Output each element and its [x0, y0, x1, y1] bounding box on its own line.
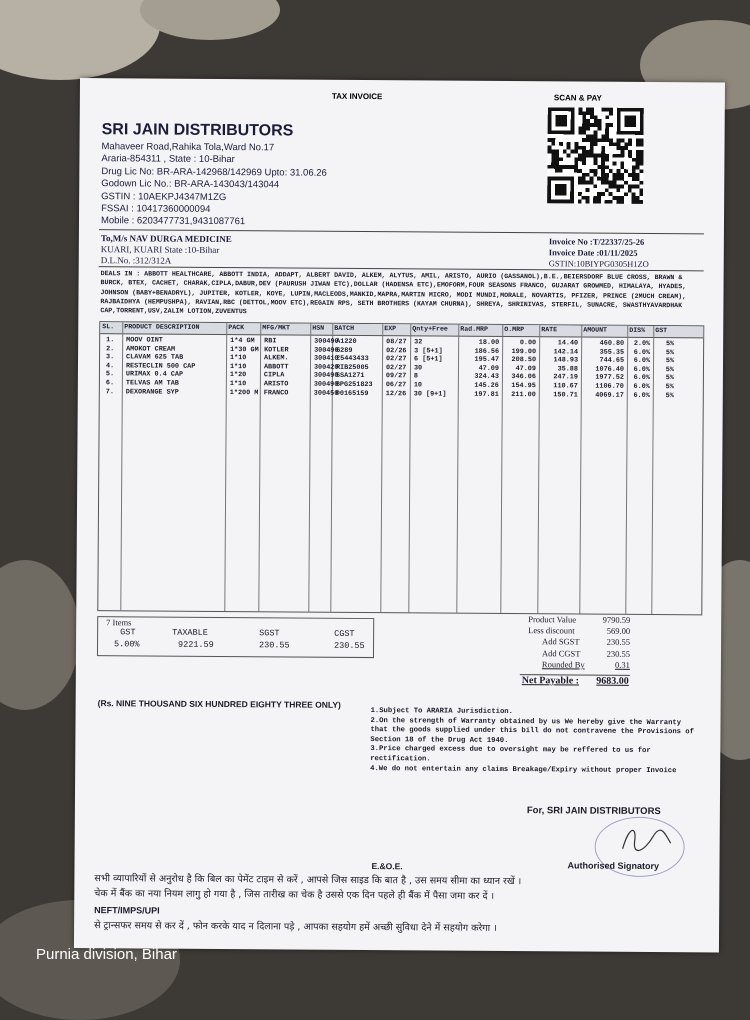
- table-cell: 1076.40: [595, 365, 625, 374]
- table-cell: 211.00: [511, 390, 536, 399]
- company-mobile: Mobile : 6203477731,9431087761: [100, 215, 246, 228]
- eoe-text: E.&O.E.: [371, 861, 403, 872]
- table-header: [100, 322, 703, 338]
- qr-code-icon: [547, 107, 644, 204]
- total-value: 0.31: [615, 659, 630, 670]
- table-cell: 6.0%: [633, 357, 651, 366]
- table-cell: 186.56: [474, 347, 500, 356]
- table-cell: 8: [413, 372, 419, 381]
- table-cell: ABBOTT: [263, 363, 289, 372]
- buyer-dl: D.L.No. :312/312A: [100, 255, 172, 266]
- company-address: Mahaveer Road,Rahika Tola,Ward No.17: [101, 141, 275, 154]
- table-cell: 6.: [105, 379, 115, 388]
- table-cell: 25443433: [336, 354, 369, 364]
- table-cell: G289: [336, 346, 353, 355]
- table-cell: 195.47: [474, 355, 500, 365]
- net-payable-label: Net Payable :: [521, 675, 580, 687]
- table-cell: 300490: [314, 346, 339, 355]
- totals-block: [80, 78, 725, 83]
- table-cell: 150.71: [553, 390, 578, 400]
- godown-licence: Godown Lic No.: BR-ARA-143043/143044: [101, 178, 280, 191]
- table-cell: 6.0%: [633, 382, 650, 391]
- total-value: 569.00: [606, 625, 631, 637]
- table-cell: 5%: [665, 391, 674, 400]
- table-cell: 324.43: [474, 373, 499, 382]
- scan-pay-heading: SCAN & PAY: [553, 93, 602, 103]
- sgst-label: SGST: [259, 628, 280, 639]
- column-header: PACK: [228, 324, 245, 332]
- item-count: 7 Items: [106, 617, 132, 628]
- column-header: RATE: [541, 326, 558, 334]
- table-cell: A1220: [336, 337, 357, 346]
- table-cell: 14.40: [557, 339, 579, 348]
- column-header: DIS%: [629, 326, 646, 334]
- term-item: 1.Subject To ARARIA Jurisdiction.: [370, 707, 513, 717]
- total-value: 230.55: [606, 637, 631, 648]
- table-cell: 1*10: [229, 380, 247, 389]
- table-cell: 6.0%: [633, 365, 651, 374]
- table-cell: 2.: [106, 344, 115, 353]
- term-item: 2.On the strength of Warranty obtained by us We hereby give the Warranty that the goods supplied under this bill do not contravene the Provisions of Section 18 of the Drug Act 1940.: [370, 716, 694, 745]
- table-cell: 32: [414, 338, 423, 347]
- cgst-label: CGST: [334, 628, 355, 639]
- table-cell: 300450: [313, 389, 339, 398]
- table-cell: 6.0%: [633, 348, 651, 357]
- table-cell: BPG251823: [335, 380, 373, 390]
- gst-value: 5.00%: [114, 639, 140, 650]
- cgst-value: 230.55: [334, 640, 365, 652]
- items-table: [97, 321, 704, 615]
- table-cell: 47.09: [478, 364, 500, 373]
- total-label: Less discount: [528, 625, 575, 636]
- table-cell: 154.95: [511, 382, 536, 391]
- drug-licence: Drug Lic No: BR-ARA-142968/142969 Upto: 31.06.26: [101, 166, 327, 179]
- column-divider: [380, 324, 383, 612]
- total-label: Add CGST: [541, 647, 581, 659]
- company-state: Araria-854311 , State : 10-Bihar: [101, 153, 235, 166]
- table-cell: 5%: [665, 383, 674, 392]
- buyer-address: KUARI, KUARI State :10-Bihar: [100, 244, 220, 255]
- table-cell: 355.35: [599, 348, 625, 357]
- terms-list: [370, 707, 700, 776]
- table-cell: 18.00: [478, 338, 500, 347]
- deals-in-text: DEALS IN : ABBOTT HEALTHCARE, ABBOTT INDIA, ADDAPT, ALBERT DAVID, ALKEM, ALYTUS, AMIL, ARISTO, AURIO (GASSANOL),B.E.,BEIERSDORF BLUE CROSS, BRAWN & BURCK, BTEX, CACHET, CHARAK,CIPLA,DABUR,DEV (PAURUSH JIWAN ETC),DOLLAR (HADENSA ETC),EMOFORM,FOUR SEASONS FRANCO, GUJARAT GROWMED, HIMALAYA, HYADES, JOHNSON (BABY+BENADRYL), JUPITER, KOTLER, KOYE, LUPIN,MACLEODS,MANKID,MAPRA,MARTIN MICRO, MODI MUNDI,MORALE, NOVARTIS, PFIZER, PRINCE (2MUCH CREAM), RAJBAIDHYA (HEMPUSHPA), RAVIAN,RBC (DETTOL,MOOV ETC),REGAIN RPS, SETH BROTHERS (KAYAM CHURNA), SHREYA, SHRINIVAS, STERFIL, SUNACRE, SWASTHYAVARDHAK CAP,TORRENT,USV,ZALIM LOTION,ZUVENTUS: [100, 270, 687, 316]
- table-cell: 5.: [105, 370, 115, 379]
- total-label: Add SGST: [542, 636, 580, 647]
- table-cell: AMOKOT CREAM: [126, 344, 176, 354]
- table-cell: 5%: [665, 374, 674, 383]
- table-cell: 300490: [313, 372, 339, 381]
- company-gstin: GSTIN : 10AEKPJ4347M1ZG: [101, 191, 227, 204]
- total-value: 230.55: [606, 648, 631, 659]
- term-item: 3.Price charged excess due to oversight may be reffered to us for rectification.: [370, 745, 651, 764]
- column-divider: [120, 322, 123, 610]
- table-cell: 300490: [313, 380, 339, 389]
- table-cell: CIPLA: [263, 371, 285, 380]
- column-divider: [258, 323, 261, 611]
- table-cell: 5%: [665, 365, 675, 374]
- total-label: Product Value: [528, 614, 577, 625]
- table-cell: 1*200 M: [229, 388, 259, 397]
- table-cell: 1*30 GM: [230, 345, 259, 354]
- table-cell: KOTLER: [264, 345, 289, 355]
- net-payable-value: 9683.00: [596, 675, 629, 687]
- table-cell: 09/27: [385, 372, 407, 381]
- table-cell: 0.00: [519, 339, 537, 348]
- table-cell: 30 [9+1]: [413, 389, 447, 399]
- table-cell: 2.0%: [633, 339, 651, 348]
- column-divider: [308, 324, 311, 612]
- authorised-signatory: Authorised Signatory: [567, 860, 660, 872]
- total-label: Rounded By: [541, 659, 585, 670]
- company-name: SRI JAIN DISTRIBUTORS: [101, 121, 294, 140]
- table-cell: 7.: [105, 387, 115, 396]
- signature-scribble: [615, 819, 685, 859]
- buyer-name: To,M/s NAV DURGA MEDICINE: [100, 233, 232, 245]
- table-cell: 02/26: [386, 346, 407, 355]
- term-item: 4.We do not entertain any claims Breakage/Expiry without proper Invoice: [370, 764, 677, 775]
- table-cell: 110.67: [553, 382, 578, 391]
- table-cell: D0165159: [335, 389, 369, 398]
- table-cell: 148.93: [553, 356, 579, 365]
- table-cell: TELVAS AM TAB: [125, 379, 179, 388]
- table-cell: 744.65: [599, 356, 625, 365]
- table-cell: 300420: [313, 363, 339, 372]
- table-cell: 08/27: [386, 338, 407, 347]
- table-cell: MOOV OINT: [126, 336, 163, 345]
- table-cell: 300490: [314, 337, 339, 346]
- sgst-value: 230.55: [259, 640, 290, 651]
- table-cell: 5%: [665, 357, 675, 366]
- table-cell: 142.14: [553, 347, 579, 357]
- table-cell: 6.0%: [633, 391, 650, 400]
- table-cell: 247.19: [553, 373, 578, 382]
- table-cell: 4069.17: [595, 391, 624, 400]
- table-cell: 3.: [106, 353, 115, 362]
- table-cell: 35.88: [557, 365, 579, 374]
- column-divider: [224, 323, 227, 611]
- invoice-paper: [74, 78, 725, 952]
- column-header: SL.: [102, 323, 115, 331]
- table-cell: 3 [5+1]: [414, 346, 443, 356]
- column-header: MFG/MKT: [262, 324, 290, 332]
- table-cell: 5%: [665, 348, 675, 357]
- for-company: For, SRI JAIN DISTRIBUTORS: [526, 805, 661, 818]
- payment-request-note: सभी व्यापारियों से अनुरोध है कि बिल का पेमेंट टाइम से करें , आपसे जिस साइड कि बात है , उस समय सीमा का ध्यान रखें ।: [94, 873, 522, 888]
- table-cell: 145.26: [474, 381, 499, 390]
- gst-label: GST: [120, 627, 136, 638]
- column-header: AMOUNT: [583, 326, 608, 334]
- column-header: O.MRP: [504, 325, 525, 334]
- table-cell: DEXORANGE SYP: [125, 387, 179, 397]
- table-cell: URIMAX 0.4 CAP: [125, 370, 184, 380]
- table-cell: 1.: [106, 336, 115, 345]
- table-cell: 12/26: [385, 389, 407, 398]
- table-cell: 10: [413, 381, 423, 390]
- invoice-number: Invoice No :T/22337/25-26: [548, 236, 645, 247]
- table-cell: 346.06: [511, 373, 536, 382]
- table-cell: 5%: [665, 340, 675, 349]
- table-cell: 208.50: [511, 356, 537, 365]
- column-header: Qnty+Free: [412, 325, 448, 333]
- neft-label: NEFT/IMPS/UPI: [94, 905, 160, 916]
- table-cell: 47.09: [515, 364, 537, 373]
- column-divider: [408, 324, 411, 612]
- table-cell: FRANCO: [263, 388, 289, 398]
- tax-summary-box: [97, 616, 374, 658]
- table-cell: 199.00: [511, 347, 537, 356]
- cheque-rule-note: चेक में बैंक का नया नियम लागु हो गया है , जिस तारीख का चेक है उससे एक दिन पहले ही बैंक में पैसा जमा कर दें ।: [94, 888, 495, 902]
- table-cell: RBI: [264, 337, 277, 346]
- total-value: 9790.59: [602, 614, 631, 625]
- table-cell: 4.: [105, 361, 115, 371]
- column-header: BATCH: [334, 324, 355, 332]
- taxable-value: 9221.59: [178, 639, 214, 650]
- invoice-date: Invoice Date :01/11/2025: [548, 247, 638, 258]
- table-cell: RIB25005: [335, 363, 369, 372]
- buyer-gstin: GSTIN:10BIYPG0305H1ZO: [548, 258, 649, 269]
- table-cell: 1*4 GM: [230, 337, 255, 346]
- table-cell: 6 [5+1]: [414, 355, 443, 364]
- table-cell: 02/27: [386, 355, 407, 364]
- column-header: EXP: [384, 325, 397, 333]
- table-cell: 06/27: [385, 381, 407, 390]
- location-caption: Purnia division, Bihar: [36, 946, 177, 963]
- table-cell: CLAVAM 625 TAB: [126, 353, 184, 362]
- column-header: PRODUCT DESCRIPTION: [124, 323, 200, 331]
- table-cell: 460.80: [599, 339, 625, 348]
- table-cell: 1*10: [229, 362, 247, 371]
- company-fssai: FSSAI : 10417360000094: [101, 203, 211, 215]
- transfer-note: से ट्रान्सफर समय से कर दें , फोन करके याद न दिलाना पड़े , आपका सहयोग हमें अच्छी सुविधा देने में सहयोग करेगा ।: [94, 920, 497, 934]
- taxable-label: TAXABLE: [172, 627, 208, 638]
- table-cell: 1*10: [230, 354, 247, 363]
- table-cell: ALKEM.: [264, 354, 289, 363]
- tax-invoice-heading: TAX INVOICE: [331, 91, 383, 102]
- table-cell: 1*20: [229, 371, 247, 380]
- table-cell: 6.0%: [633, 374, 650, 383]
- column-header: GST: [655, 327, 668, 335]
- table-cell: 1106.70: [595, 382, 624, 391]
- table-cell: 02/27: [385, 363, 407, 373]
- table-cell: SSA1271: [335, 372, 365, 381]
- table-cell: 197.81: [474, 390, 499, 399]
- table-cell: 1977.52: [595, 373, 624, 383]
- table-cell: RESTECLIN 500 CAP: [125, 362, 196, 371]
- table-cell: 30: [413, 364, 423, 373]
- column-header: Rad.MRP: [460, 325, 488, 333]
- table-cell: 300410: [314, 354, 339, 363]
- table-cell: ARISTO: [263, 380, 289, 389]
- amount-in-words: (Rs. NINE THOUSAND SIX HUNDRED EIGHTY THREE ONLY): [97, 698, 341, 710]
- column-header: HSN: [312, 324, 325, 332]
